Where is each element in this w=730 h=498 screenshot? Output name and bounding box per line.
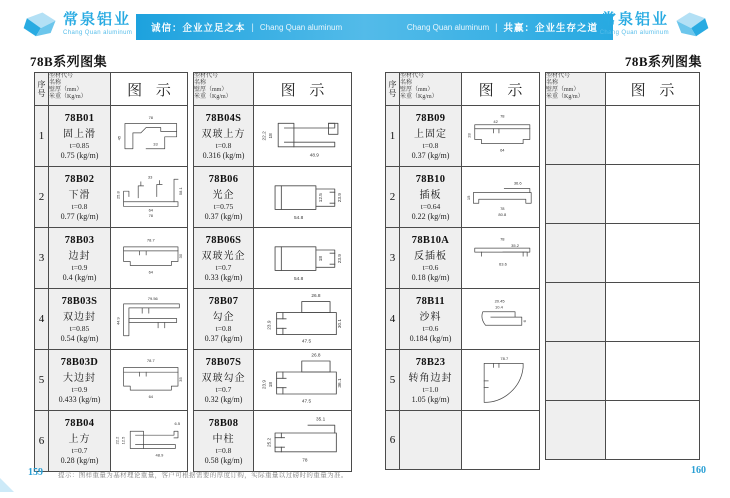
profile-thickness: t=0.85	[69, 323, 90, 333]
profile-weight: 0.4 (kg/m)	[62, 272, 97, 282]
profile-row	[35, 228, 188, 289]
svg-text:78: 78	[499, 113, 505, 119]
corner-decoration	[0, 478, 14, 492]
diamond-logo-icon	[22, 9, 58, 39]
profile-code: 78B04	[64, 417, 95, 429]
profile-diagram-cell	[254, 289, 352, 350]
slogan-left-cn: 诚信：企业立足之本	[151, 23, 246, 34]
svg-text:12.5: 12.5	[318, 193, 324, 203]
page-number-right: 160	[691, 465, 706, 476]
profile-code: 78B08	[208, 417, 239, 429]
svg-text:54.8: 54.8	[293, 275, 304, 281]
profile-drawing-78B04S	[256, 106, 349, 161]
svg-text:25.8: 25.8	[115, 191, 121, 200]
profile-table-left-2	[193, 72, 352, 465]
profile-spec	[194, 106, 254, 167]
logo-text	[600, 13, 669, 36]
row-index: 4	[35, 289, 49, 350]
profile-drawing-78B08	[256, 411, 349, 466]
profile-code: 78B10A	[411, 234, 450, 246]
col-header-spec: 型材代号 名称 壁厚（mm） 米重（Kg/m）	[194, 73, 254, 106]
profile-weight: 0.33 (kg/m)	[204, 272, 243, 282]
profile-row	[386, 228, 540, 289]
profile-drawing-78B10A	[464, 228, 538, 283]
slogan-banner	[136, 14, 613, 40]
profile-code: 78B03S	[61, 295, 98, 307]
col-header-diagram: 图 示	[111, 73, 188, 106]
brand-name: 常泉铝业	[600, 11, 669, 28]
profile-thickness: t=0.8	[215, 445, 232, 455]
svg-text:25.2: 25.2	[266, 437, 272, 448]
svg-text:18: 18	[318, 256, 324, 262]
svg-text:12.5: 12.5	[119, 436, 125, 445]
svg-text:30: 30	[177, 253, 183, 259]
profile-spec	[194, 289, 254, 350]
svg-text:35.2: 35.2	[510, 242, 519, 248]
profile-weight: 0.77 (kg/m)	[60, 211, 99, 221]
profile-diagram-cell	[462, 289, 540, 350]
svg-text:58.1: 58.1	[177, 187, 183, 196]
svg-text:23.9: 23.9	[336, 193, 342, 203]
profile-table	[34, 72, 188, 472]
profile-table	[193, 72, 352, 472]
svg-text:36.6: 36.6	[513, 180, 522, 186]
profile-name: 中柱	[212, 433, 235, 445]
profile-weight: 0.32 (kg/m)	[204, 394, 243, 404]
logo-text	[63, 13, 132, 36]
profile-diagram-cell	[606, 165, 700, 224]
profile-thickness: t=0.7	[71, 445, 88, 455]
profile-diagram-cell	[254, 350, 352, 411]
profile-row	[194, 167, 352, 228]
profile-diagram-cell	[254, 167, 352, 228]
profile-row	[35, 411, 188, 472]
col-header-index: 序 号	[386, 73, 400, 106]
profile-spec	[546, 283, 606, 342]
profile-weight: 0.184 (kg/m)	[409, 333, 452, 343]
col-header-diagram: 图 示	[254, 73, 352, 106]
profile-thickness: t=0.7	[215, 384, 232, 394]
profile-code: 78B01	[64, 112, 95, 124]
row-index: 4	[386, 289, 400, 350]
profile-code: 78B02	[64, 173, 95, 185]
svg-text:78.7: 78.7	[146, 358, 155, 364]
svg-text:44.9: 44.9	[115, 317, 121, 326]
profile-name: 光企	[212, 189, 235, 201]
profile-spec	[546, 224, 606, 283]
profile-row	[386, 411, 540, 470]
profile-thickness: t=0.9	[71, 262, 88, 272]
svg-text:78: 78	[302, 457, 308, 463]
brand-name-en: Chang Quan aluminum	[599, 29, 669, 36]
svg-text:78: 78	[499, 205, 505, 211]
profile-weight: 0.18 (kg/m)	[411, 272, 450, 282]
profile-weight: 0.316 (kg/m)	[202, 150, 245, 160]
profile-name: 反插板	[414, 250, 447, 262]
profile-thickness: t=0.7	[215, 262, 232, 272]
profile-thickness: t=0.9	[71, 384, 88, 394]
profile-code: 78B06S	[205, 234, 242, 246]
profile-name: 上固定	[414, 128, 447, 140]
profile-name: 沙料	[419, 311, 442, 323]
profile-code: 78B03	[64, 234, 95, 246]
profile-diagram-cell	[606, 106, 700, 165]
profile-code: 78B10	[415, 173, 446, 185]
svg-text:23.9: 23.9	[336, 254, 342, 264]
svg-text:42: 42	[492, 118, 498, 124]
svg-text:26.8: 26.8	[311, 352, 321, 358]
profile-diagram-cell	[462, 411, 540, 470]
svg-text:26.8: 26.8	[311, 292, 321, 298]
svg-text:48.9: 48.9	[309, 152, 319, 158]
profile-name: 插板	[419, 189, 442, 201]
profile-thickness: t=0.85	[69, 140, 90, 150]
profile-name: 勾企	[212, 311, 235, 323]
profile-row	[546, 224, 700, 283]
svg-text:22.2: 22.2	[261, 131, 267, 141]
profile-code: 78B06	[208, 173, 239, 185]
svg-text:47.5: 47.5	[301, 398, 311, 404]
profile-spec	[546, 165, 606, 224]
svg-text:6: 6	[521, 320, 527, 323]
profile-spec	[194, 411, 254, 472]
profile-weight: 0.54 (kg/m)	[60, 333, 99, 343]
col-header-diagram: 图 示	[462, 73, 540, 106]
svg-text:6.5: 6.5	[174, 421, 180, 427]
profile-spec	[400, 411, 462, 470]
col-header-spec: 型材代号 名称 壁厚（mm） 米重（Kg/m）	[49, 73, 111, 106]
slogan-right-cn: 共赢：企业生存之道	[503, 23, 598, 34]
profile-row	[386, 106, 540, 167]
slogan-left	[151, 20, 342, 34]
svg-text:28: 28	[466, 133, 472, 138]
profile-weight: 0.75 (kg/m)	[60, 150, 99, 160]
svg-text:64: 64	[148, 207, 153, 213]
col-header-index: 序 号	[35, 73, 49, 106]
profile-spec	[49, 167, 111, 228]
slogan-right	[407, 20, 598, 34]
series-title-left: 78B系列图集	[30, 54, 108, 69]
profile-row	[546, 283, 700, 342]
svg-text:64: 64	[148, 269, 153, 275]
profile-drawing-78B06	[256, 167, 349, 222]
profile-thickness: t=0.6	[422, 323, 439, 333]
row-index: 3	[35, 228, 49, 289]
profile-name: 边封	[68, 250, 91, 262]
svg-text:36.1: 36.1	[336, 378, 342, 388]
profile-row	[35, 167, 188, 228]
profile-row	[35, 106, 188, 167]
profile-thickness: t=0.75	[213, 201, 234, 211]
profile-name: 转角边封	[408, 372, 453, 384]
profile-code: 78B11	[416, 295, 445, 307]
profile-diagram-cell	[111, 228, 188, 289]
profile-drawing-78B06S	[256, 228, 349, 283]
page-number-left: 159	[28, 467, 43, 478]
profile-drawing-78B02	[113, 167, 186, 222]
profile-row	[546, 401, 700, 460]
profile-diagram-cell	[606, 283, 700, 342]
profile-spec	[400, 228, 462, 289]
profile-diagram-cell	[606, 401, 700, 460]
profile-drawing-78B03	[113, 228, 186, 283]
col-header-diagram: 图 示	[606, 73, 700, 106]
row-index: 6	[386, 411, 400, 470]
profile-name: 双边封	[63, 311, 96, 323]
profile-name: 固上滑	[63, 128, 96, 140]
profile-spec	[194, 228, 254, 289]
row-index: 5	[386, 350, 400, 411]
slogan-left-en: Chang Quan aluminum	[259, 22, 343, 32]
logo-right	[600, 9, 710, 39]
profile-thickness: t=0.6	[422, 262, 439, 272]
footer-note: 提示：图样重量为基材理论重量，客户可根据需要的厚度订购，实际重量以过磅时的重量为准。	[58, 472, 348, 479]
profile-drawing-78B03S	[113, 289, 186, 344]
brand-name: 常泉铝业	[63, 11, 132, 28]
profile-spec	[546, 106, 606, 165]
profile-table	[385, 72, 540, 470]
profile-spec	[49, 350, 111, 411]
profile-diagram-cell	[111, 411, 188, 472]
svg-text:54.8: 54.8	[293, 214, 304, 220]
profile-name: 双玻上方	[201, 128, 246, 140]
profile-diagram-cell	[462, 350, 540, 411]
profile-diagram-cell	[111, 167, 188, 228]
svg-text:18: 18	[267, 133, 273, 139]
profile-weight: 0.22 (kg/m)	[411, 211, 450, 221]
svg-text:78: 78	[148, 213, 153, 219]
profile-weight: 0.28 (kg/m)	[60, 455, 99, 465]
row-index: 3	[386, 228, 400, 289]
profile-diagram-cell	[111, 106, 188, 167]
svg-text:15: 15	[465, 195, 471, 201]
svg-text:23.9: 23.9	[261, 379, 267, 390]
svg-text:80.8: 80.8	[497, 212, 506, 217]
svg-text:33: 33	[147, 174, 152, 180]
profile-drawing-78B04	[113, 411, 186, 466]
profile-diagram-cell	[606, 342, 700, 401]
profile-weight: 1.05 (kg/m)	[411, 394, 450, 404]
row-index: 1	[386, 106, 400, 167]
profile-code: 78B23	[415, 356, 446, 368]
profile-row	[35, 350, 188, 411]
profile-thickness: t=0.8	[215, 140, 232, 150]
profile-thickness: t=0.8	[422, 140, 439, 150]
profile-spec	[49, 289, 111, 350]
logo-left	[22, 9, 132, 39]
svg-text:35: 35	[177, 377, 183, 382]
profile-row	[194, 106, 352, 167]
profile-table-right-2	[545, 72, 700, 460]
profile-weight: 0.37 (kg/m)	[204, 333, 243, 343]
profile-diagram-cell	[462, 228, 540, 289]
profile-row	[386, 167, 540, 228]
svg-text:78.7: 78.7	[499, 356, 508, 362]
svg-text:45: 45	[115, 135, 121, 141]
row-index: 6	[35, 411, 49, 472]
profile-spec	[400, 350, 462, 411]
svg-text:18: 18	[267, 381, 273, 388]
profile-spec	[49, 228, 111, 289]
col-header-spec: 型材代号 名称 壁厚（mm） 米重（Kg/m）	[400, 73, 462, 106]
profile-diagram-cell	[462, 106, 540, 167]
profile-spec	[194, 167, 254, 228]
svg-text:10.4: 10.4	[494, 304, 503, 310]
profile-spec	[49, 411, 111, 472]
profile-table-left-1	[34, 72, 188, 465]
profile-diagram-cell	[254, 411, 352, 472]
profile-drawing-78B01	[113, 106, 186, 161]
profile-drawing-78B07	[256, 289, 349, 344]
svg-text:23.9: 23.9	[266, 320, 272, 330]
profile-code: 78B09	[415, 112, 446, 124]
svg-text:47.5: 47.5	[301, 338, 311, 344]
svg-text:78: 78	[499, 236, 505, 242]
slogan-right-en: Chang Quan aluminum	[406, 22, 490, 32]
row-index: 2	[35, 167, 49, 228]
profile-row	[546, 342, 700, 401]
profile-drawing-78B23	[464, 350, 538, 405]
profile-row	[386, 350, 540, 411]
profile-drawing-78B03D	[113, 350, 186, 405]
profile-diagram-cell	[462, 167, 540, 228]
profile-spec	[49, 106, 111, 167]
profile-code: 78B07	[208, 295, 239, 307]
profile-spec	[546, 401, 606, 460]
diamond-logo-icon	[674, 9, 710, 39]
svg-text:33: 33	[152, 141, 158, 147]
row-index: 5	[35, 350, 49, 411]
profile-name: 双玻光企	[201, 250, 246, 262]
profile-thickness: t=0.8	[215, 323, 232, 333]
profile-spec	[400, 167, 462, 228]
profile-row	[35, 289, 188, 350]
profile-weight: 0.58 (kg/m)	[204, 455, 243, 465]
svg-text:48.9: 48.9	[155, 452, 163, 458]
profile-weight: 0.37 (kg/m)	[411, 150, 450, 160]
profile-diagram-cell	[606, 224, 700, 283]
slogan-divider: |	[495, 22, 498, 32]
profile-drawing-78B07S	[256, 350, 349, 405]
profile-name: 双玻勾企	[201, 372, 246, 384]
svg-text:78.7: 78.7	[146, 237, 155, 243]
svg-text:64: 64	[499, 147, 505, 153]
profile-name: 下滑	[68, 189, 91, 201]
profile-code: 78B04S	[205, 112, 242, 124]
series-title-right: 78B系列图集	[624, 54, 702, 69]
profile-spec	[194, 350, 254, 411]
profile-diagram-cell	[111, 289, 188, 350]
profile-diagram-cell	[111, 350, 188, 411]
svg-text:64: 64	[148, 394, 153, 400]
profile-thickness: t=0.8	[71, 201, 88, 211]
profile-thickness: t=0.64	[420, 201, 441, 211]
profile-thickness: t=1.0	[422, 384, 439, 394]
profile-row	[194, 289, 352, 350]
profile-spec	[400, 289, 462, 350]
slogan-divider: |	[251, 22, 254, 32]
profile-weight: 0.37 (kg/m)	[204, 211, 243, 221]
brand-name-en: Chang Quan aluminum	[63, 29, 133, 36]
profile-code: 78B07S	[205, 356, 242, 368]
row-index: 1	[35, 106, 49, 167]
svg-text:22.2: 22.2	[113, 436, 119, 445]
profile-row	[194, 411, 352, 472]
svg-text:63.6: 63.6	[498, 261, 507, 267]
profile-drawing-78B11	[464, 289, 538, 344]
svg-text:79.56: 79.56	[147, 295, 158, 301]
profile-row	[194, 228, 352, 289]
profile-table	[545, 72, 700, 460]
svg-text:30.1: 30.1	[336, 318, 342, 329]
col-header-spec: 型材代号 名称 壁厚（mm） 米重（Kg/m）	[546, 73, 606, 106]
svg-text:35.1: 35.1	[315, 416, 326, 422]
profile-name: 大边封	[63, 372, 96, 384]
profile-name: 上方	[68, 433, 91, 445]
profile-drawing-78B09	[464, 106, 538, 161]
profile-spec	[400, 106, 462, 167]
row-index: 2	[386, 167, 400, 228]
profile-code: 78B03D	[60, 356, 99, 368]
svg-text:78: 78	[148, 114, 153, 120]
svg-text:20.45: 20.45	[494, 298, 505, 304]
profile-spec	[546, 342, 606, 401]
profile-weight: 0.433 (kg/m)	[58, 394, 101, 404]
profile-drawing-78B10	[464, 167, 538, 222]
profile-diagram-cell	[254, 228, 352, 289]
profile-table-right-1	[385, 72, 540, 460]
profile-row	[386, 289, 540, 350]
profile-row	[546, 106, 700, 165]
profile-diagram-cell	[254, 106, 352, 167]
profile-row	[194, 350, 352, 411]
profile-row	[546, 165, 700, 224]
